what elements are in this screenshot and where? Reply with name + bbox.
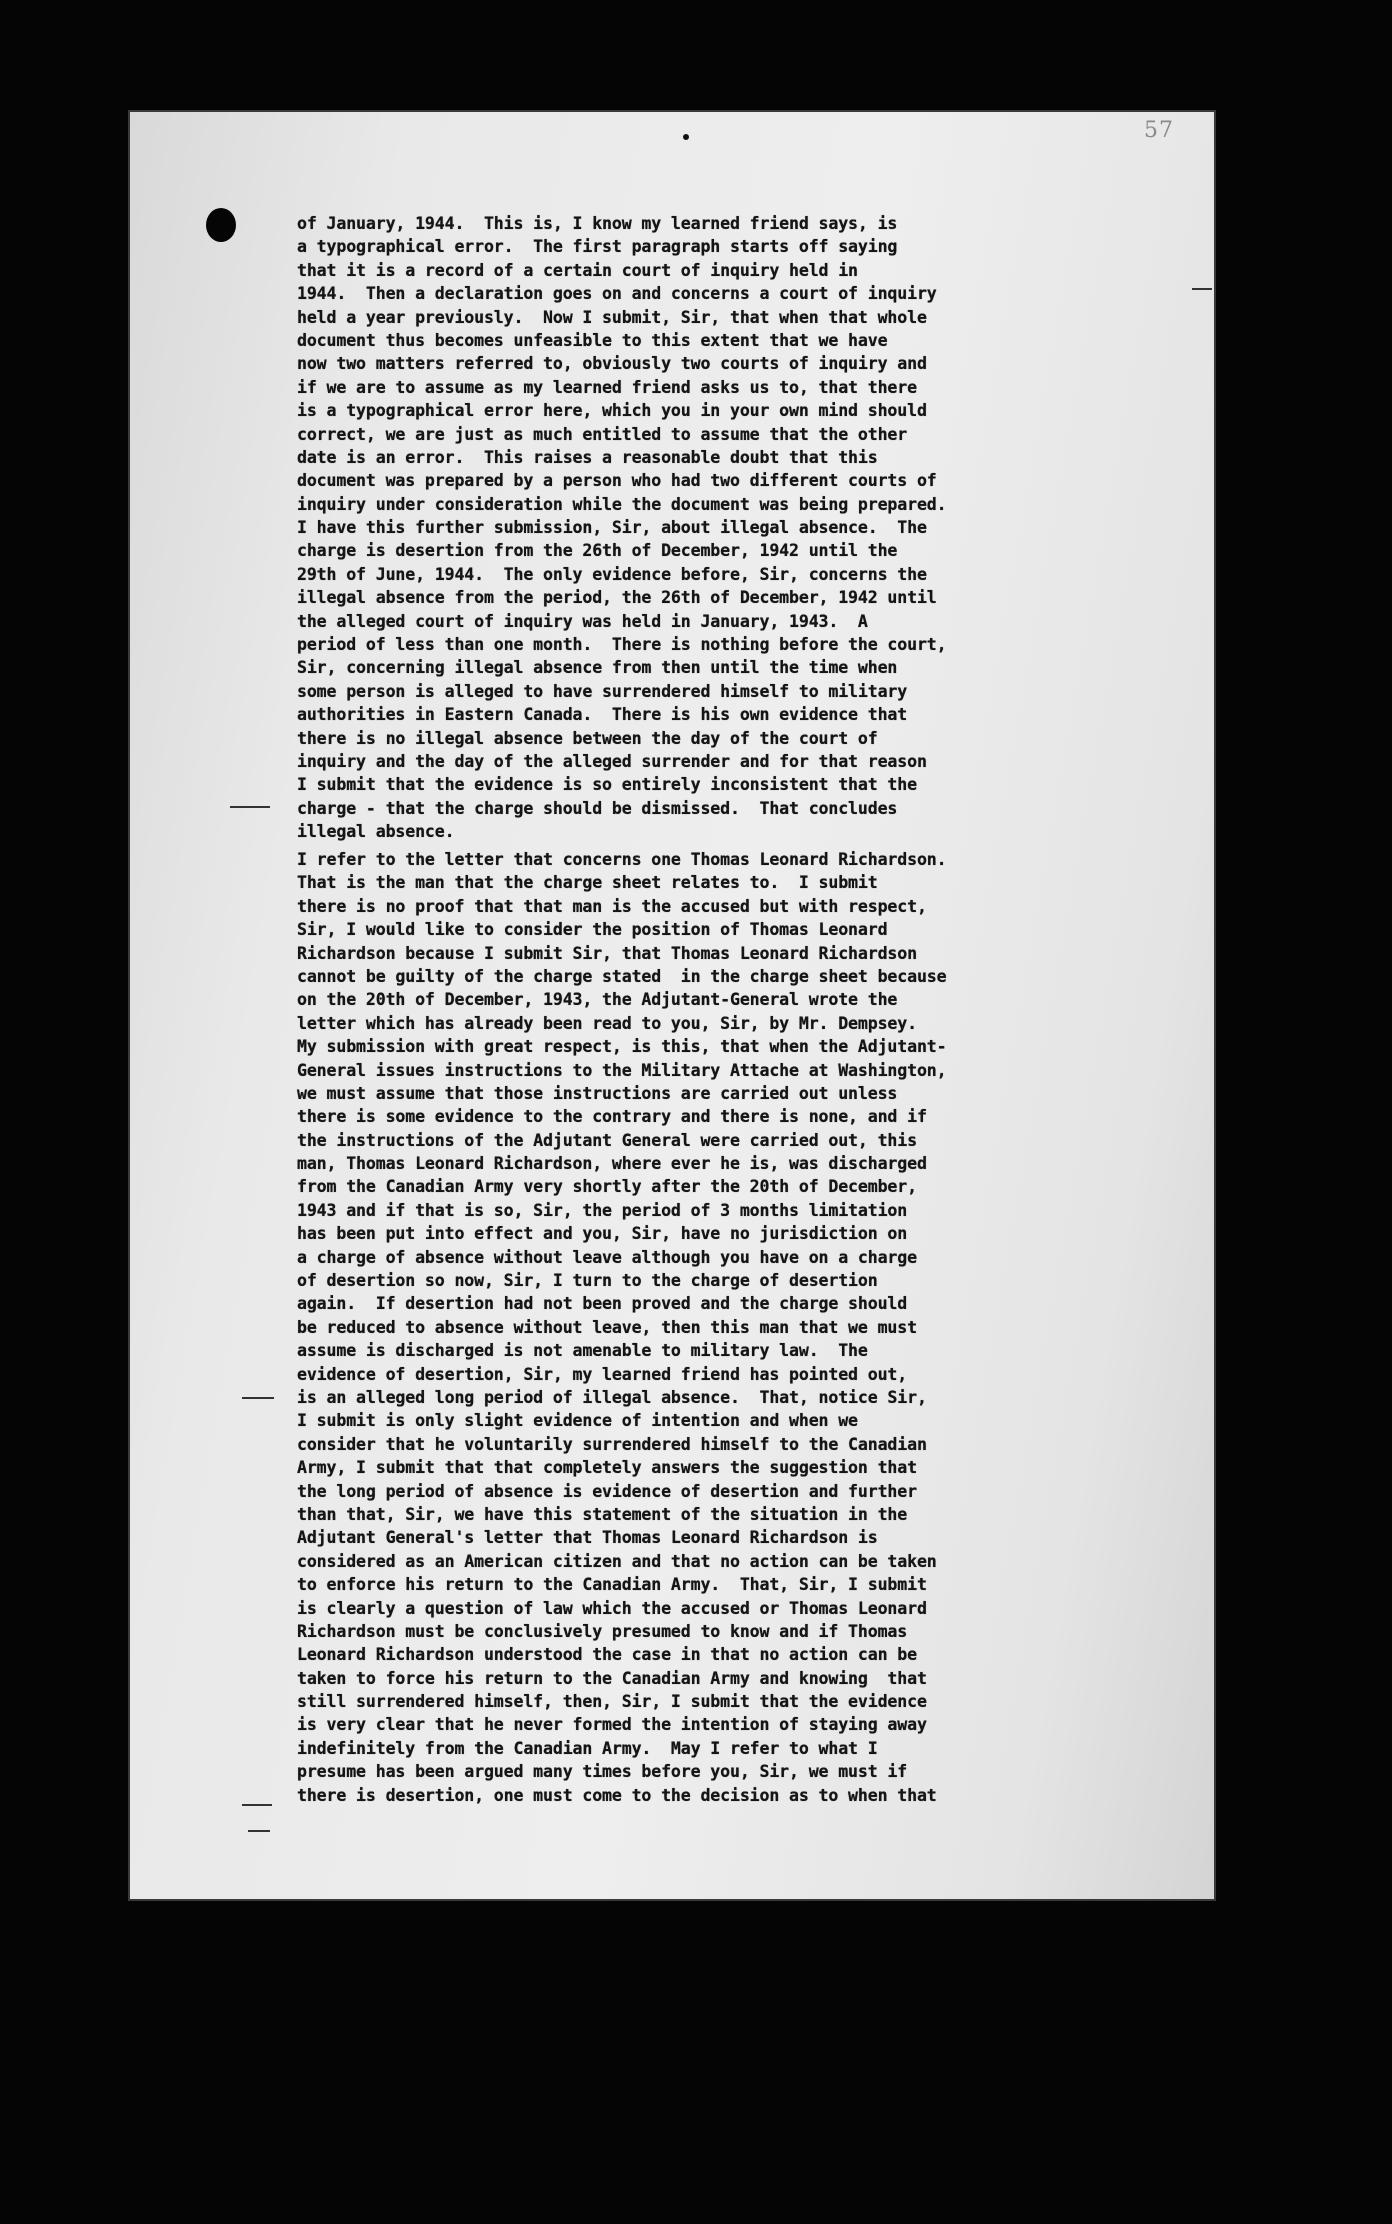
text-line: of desertion so now, Sir, I turn to the charge of desertion xyxy=(297,1271,878,1291)
text-line: on the 20th of December, 1943, the Adjutant-General wrote the xyxy=(297,990,898,1010)
text-line: consider that he voluntarily surrendered himself to the Canadian xyxy=(297,1434,927,1454)
text-line: document was prepared by a person who had two different courts of xyxy=(297,471,937,491)
text-line: of January, 1944. This is, I know my learned friend says, is xyxy=(297,214,898,233)
page-number: 57 xyxy=(1144,118,1174,143)
text-line: letter which has already been read to you, Sir, by Mr. Dempsey. xyxy=(297,1013,917,1033)
text-line: evidence of desertion, Sir, my learned friend has pointed out, xyxy=(297,1364,908,1384)
text-line: from the Canadian Army very shortly after the 20th of December, xyxy=(297,1177,917,1197)
text-line: Richardson because I submit Sir, that Thomas Leonard Richardson xyxy=(297,943,917,963)
text-line: now two matters referred to, obviously two courts of inquiry and xyxy=(297,354,927,374)
text-line: be reduced to absence without leave, then this man that we must xyxy=(297,1317,917,1337)
text-line: illegal absence. xyxy=(297,822,455,842)
text-line: Richardson must be conclusively presumed to know and if Thomas xyxy=(297,1621,908,1641)
text-line: Army, I submit that that completely answers the suggestion that xyxy=(297,1458,917,1478)
text-line: there is no proof that that man is the accused but with respect, xyxy=(297,896,927,916)
text-line: there is some evidence to the contrary and there is none, and if xyxy=(297,1107,927,1127)
text-line: Sir, I would like to consider the position of Thomas Leonard xyxy=(297,920,888,940)
text-line: Adjutant General's letter that Thomas Leonard Richardson is xyxy=(297,1528,878,1548)
margin-mark xyxy=(230,806,270,808)
text-line: authorities in Eastern Canada. There is his own evidence that xyxy=(297,705,908,725)
text-line: that it is a record of a certain court of inquiry held in xyxy=(297,260,858,280)
text-line: still surrendered himself, then, Sir, I submit that the evidence xyxy=(297,1692,927,1712)
text-line: date is an error. This raises a reasonable doubt that this xyxy=(297,447,878,467)
text-line: the alleged court of inquiry was held in January, 1943. A xyxy=(297,611,868,631)
text-line: than that, Sir, we have this statement of the situation in the xyxy=(297,1504,908,1524)
text-line: Sir, concerning illegal absence from then until the time when xyxy=(297,658,898,678)
text-line: again. If desertion had not been proved and the charge should xyxy=(297,1294,908,1314)
text-line: correct, we are just as much entitled to assume that the other xyxy=(297,424,908,444)
text-line: some person is alleged to have surrendered himself to military xyxy=(297,681,908,701)
text-line: 1944. Then a declaration goes on and concerns a court of inquiry xyxy=(297,284,937,304)
text-line: indefinitely from the Canadian Army. May I refer to what I xyxy=(297,1738,878,1758)
text-line: I submit is only slight evidence of intention and when we xyxy=(297,1411,858,1431)
paragraph-2 xyxy=(297,848,1212,1807)
text-line: there is desertion, one must come to the decision as to when that xyxy=(297,1785,937,1805)
text-line: presume has been argued many times before you, Sir, we must if xyxy=(297,1762,908,1782)
text-line: charge is desertion from the 26th of December, 1942 until the xyxy=(297,541,898,561)
text-line: I submit that the evidence is so entirely inconsistent that the xyxy=(297,775,917,795)
text-line: man, Thomas Leonard Richardson, where ever he is, was discharged xyxy=(297,1154,927,1174)
text-line: the long period of absence is evidence of desertion and further xyxy=(297,1481,917,1501)
text-line: is very clear that he never formed the intention of staying away xyxy=(297,1715,927,1735)
text-line: a charge of absence without leave although you have on a charge xyxy=(297,1247,917,1267)
text-line: General issues instructions to the Military Attache at Washington, xyxy=(297,1060,947,1080)
text-line: has been put into effect and you, Sir, have no jurisdiction on xyxy=(297,1224,908,1244)
text-line: I refer to the letter that concerns one Thomas Leonard Richardson. xyxy=(297,850,947,869)
margin-mark xyxy=(242,1804,272,1806)
text-line: considered as an American citizen and that no action can be taken xyxy=(297,1551,937,1571)
text-line: inquiry under consideration while the document was being prepared. xyxy=(297,494,947,514)
text-line: the instructions of the Adjutant General were carried out, this xyxy=(297,1130,917,1150)
text-line: That is the man that the charge sheet relates to. I submit xyxy=(297,873,878,893)
text-line: period of less than one month. There is nothing before the court, xyxy=(297,635,947,655)
text-line: My submission with great respect, is this, that when the Adjutant- xyxy=(297,1037,947,1057)
text-line: 1943 and if that is so, Sir, the period of 3 months limitation xyxy=(297,1200,908,1220)
text-line: is clearly a question of law which the accused or Thomas Leonard xyxy=(297,1598,927,1618)
paragraph-1 xyxy=(297,212,1212,844)
ink-dot xyxy=(683,134,689,140)
text-line: charge - that the charge should be dismissed. That concludes xyxy=(297,798,898,818)
text-line: we must assume that those instructions are carried out unless xyxy=(297,1083,898,1103)
text-line: is a typographical error here, which you in your own mind should xyxy=(297,401,927,421)
text-line: illegal absence from the period, the 26th of December, 1942 until xyxy=(297,588,937,608)
text-line: 29th of June, 1944. The only evidence before, Sir, concerns the xyxy=(297,564,927,584)
text-line: is an alleged long period of illegal absence. That, notice Sir, xyxy=(297,1387,927,1407)
text-line: document thus becomes unfeasible to this extent that we have xyxy=(297,330,888,350)
text-line: a typographical error. The first paragraph starts off saying xyxy=(297,237,898,257)
text-line: there is no illegal absence between the day of the court of xyxy=(297,728,878,748)
text-line: Leonard Richardson understood the case in that no action can be xyxy=(297,1645,917,1665)
text-line: held a year previously. Now I submit, Sir, that when that whole xyxy=(297,307,927,327)
text-line: to enforce his return to the Canadian Army. That, Sir, I submit xyxy=(297,1575,927,1595)
text-line: assume is discharged is not amenable to military law. The xyxy=(297,1341,868,1361)
punch-hole xyxy=(206,208,236,242)
text-line: inquiry and the day of the alleged surrender and for that reason xyxy=(297,751,927,771)
text-line: if we are to assume as my learned friend asks us to, that there xyxy=(297,377,917,397)
margin-mark xyxy=(242,1397,274,1399)
text-line: cannot be guilty of the charge stated in the charge sheet because xyxy=(297,966,947,986)
margin-mark xyxy=(248,1830,270,1832)
text-line: taken to force his return to the Canadian Army and knowing that xyxy=(297,1668,927,1688)
text-line: I have this further submission, Sir, about illegal absence. The xyxy=(297,518,927,538)
